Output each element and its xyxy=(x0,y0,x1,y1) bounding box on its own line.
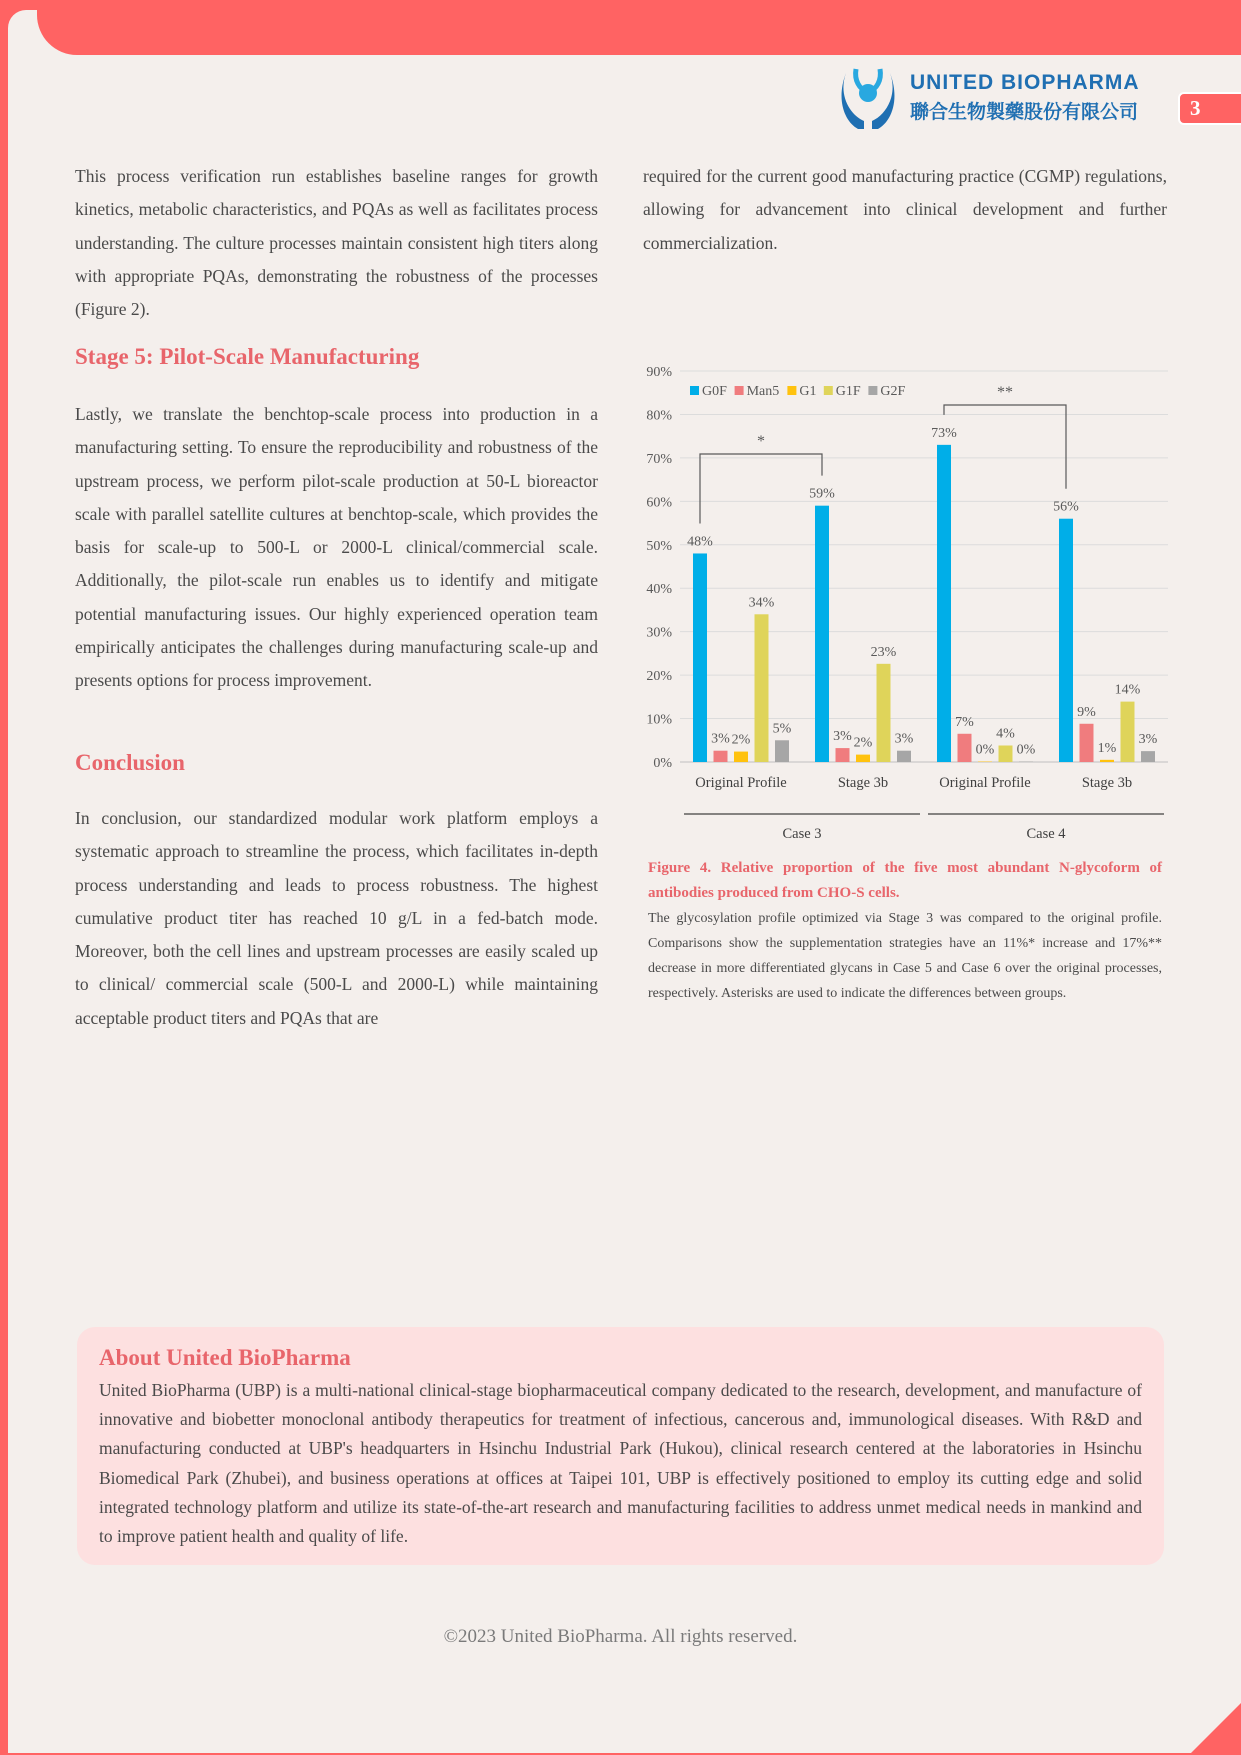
data-label: 4% xyxy=(996,726,1015,742)
legend-label: G0F xyxy=(702,384,727,399)
bar-g0f xyxy=(937,445,951,762)
legend-swatch-man5 xyxy=(735,386,744,395)
legend-swatch-g2f xyxy=(868,386,877,395)
glycoform-bar-chart xyxy=(630,355,1170,845)
intro-paragraph xyxy=(75,160,598,326)
bar-g1f xyxy=(877,664,891,762)
bar-g2f xyxy=(775,740,789,762)
data-label: 14% xyxy=(1114,682,1141,698)
data-label: 73% xyxy=(931,425,957,441)
caption-body: The glycosylation profile optimized via Stage 3 was compared to the original profile. Comparisons show the supplementation strategies have an 11%* increase and 17%** decrease in more differentiated glycans in Case 5 and Case 6 over the original processes, respectively. Asterisks are used to indicate the differences between groups. xyxy=(648,911,1162,1001)
data-label: 3% xyxy=(711,731,730,747)
y-tick-label: 10% xyxy=(646,712,672,728)
y-tick-label: 80% xyxy=(646,408,672,424)
stage5-text: Lastly, we translate the benchtop-scale process into production in a manufacturing setting. To ensure the reproducibility and robustness of the upstream process, we perform pilot-scale production at 50-L bioreactor scale with parallel satellite cultures at benchtop-scale, which provides the basis for scale-up to 500-L or 2000-L clinical/commercial scale. Additionally, the pilot-scale run enables us to identify and mitigate potential manufacturing issues. Our highly experienced operation team empirically anticipates the challenges during manufacturing scale-up and presents options for process improvement. xyxy=(75,404,598,691)
group-label: Case 4 xyxy=(1026,826,1066,842)
bar-g1f xyxy=(755,614,769,762)
conclusion-text: In conclusion, our standardized modular work platform employs a systematic approach to streamline the process, which facilitates in-depth process understanding and leads to process robustness. The highest cumulative product titer has reached 10 g/L in a fed-batch mode. Moreover, both the cell lines and upstream processes are easily scaled up to clinical/ commercial scale (500-L and 2000-L) while maintaining acceptable product titers and PQAs that are xyxy=(75,808,598,1028)
bar-g0f xyxy=(815,506,829,762)
x-tick-label: Original Profile xyxy=(695,775,787,791)
significance-marker: * xyxy=(757,433,765,450)
group-label: Case 3 xyxy=(782,826,822,842)
bar-g1f xyxy=(999,745,1013,762)
data-label: 5% xyxy=(772,721,792,737)
y-tick-label: 90% xyxy=(646,365,672,380)
about-heading: About United BioPharma xyxy=(99,1345,351,1370)
x-tick-label: Original Profile xyxy=(939,775,1031,791)
legend-label: Man5 xyxy=(746,384,780,399)
legend-swatch-g1f xyxy=(824,386,833,395)
logo-name-en: UNITED BIOPHARMA xyxy=(910,71,1140,94)
legend-label: G2F xyxy=(880,384,906,399)
logo-emblem-icon xyxy=(836,65,900,131)
data-label: 48% xyxy=(687,534,713,550)
header-tab xyxy=(37,0,1241,55)
caption-title: Figure 4. Relative proportion of the five most abundant N-glycoform of antibodies produced from CHO-S cells. xyxy=(648,860,1162,901)
y-tick-label: 60% xyxy=(646,495,672,511)
data-label: 0% xyxy=(1016,742,1036,758)
data-label: 59% xyxy=(809,486,835,502)
bar-g0f xyxy=(1059,519,1073,762)
x-tick-label: Stage 3b xyxy=(1081,775,1133,791)
data-label: 2% xyxy=(731,732,751,748)
continued-paragraph xyxy=(643,160,1167,260)
continued-text: required for the current good manufacturing practice (CGMP) regulations, allowing for advancement into clinical development and further commercialization. xyxy=(643,166,1167,253)
intro-text: This process verification run establishes baseline ranges for growth kinetics, metabolic characteristics, and PQAs as well as facilitates process understanding. The culture processes maintain consistent high titers along with appropriate PQAs, demonstrating the robustness of the processes (Figure 2). xyxy=(75,166,598,320)
bar-man5 xyxy=(714,751,728,762)
y-tick-label: 0% xyxy=(653,756,672,771)
copyright-footer: ©2023 United BioPharma. All rights reserved. xyxy=(443,1626,798,1647)
about-text: United BioPharma (UBP) is a multi-national clinical-stage biopharmaceutical company dedicated to the research, development, and manufacture of innovative and biobetter monoclonal antibody therapeutics for treatment of infectious, cancerous and, immunological diseases. With R&D and manufacturing conducted at UBP's headquarters in Hsinchu Industrial Park (Hukou), clinical research centered at the laboratories in Hsinchu Biomedical Park (Zhubei), and business operations at offices at Taipei 101, UBP is effectively positioned to employ its cutting edge and solid integrated technology platform and utilize its state-of-the-art research and manufacturing facilities to address unmet medical needs in mankind and to improve patient health and quality of life. xyxy=(99,1380,1142,1547)
conclusion-paragraph xyxy=(75,802,598,1035)
conclusion-heading: Conclusion xyxy=(75,750,185,775)
bar-g0f xyxy=(693,553,707,762)
stage5-paragraph xyxy=(75,398,598,698)
y-tick-label: 30% xyxy=(646,625,672,641)
data-label: 7% xyxy=(955,714,974,730)
significance-marker: ** xyxy=(997,384,1013,401)
figure-caption xyxy=(648,856,1162,1006)
data-label: 56% xyxy=(1053,499,1079,515)
about-box xyxy=(77,1327,1164,1565)
legend-swatch-g0f xyxy=(690,386,699,395)
bar-g1 xyxy=(1100,760,1114,762)
y-tick-label: 40% xyxy=(646,582,672,598)
data-label: 3% xyxy=(894,731,914,747)
data-label: 1% xyxy=(1097,740,1117,756)
data-label: 3% xyxy=(1138,732,1158,748)
stage5-heading: Stage 5: Pilot-Scale Manufacturing xyxy=(75,344,420,369)
data-label: 2% xyxy=(853,735,873,751)
data-label: 9% xyxy=(1077,704,1096,720)
bar-man5 xyxy=(836,748,850,762)
bar-g1f xyxy=(1121,702,1135,762)
legend-label: G1 xyxy=(799,384,817,399)
page-number: 3 xyxy=(1178,92,1241,125)
bar-g2f xyxy=(1141,751,1155,762)
page-corner xyxy=(1189,1703,1241,1755)
x-tick-label: Stage 3b xyxy=(837,775,889,791)
data-label: 3% xyxy=(833,729,852,745)
data-label: 34% xyxy=(748,595,775,611)
significance-bracket xyxy=(944,405,1066,489)
data-label: 0% xyxy=(975,742,995,758)
bar-man5 xyxy=(958,734,972,762)
y-tick-label: 50% xyxy=(646,538,672,554)
bar-man5 xyxy=(1080,724,1094,762)
company-logo xyxy=(836,65,1148,133)
bar-g2f xyxy=(897,751,911,762)
y-tick-label: 70% xyxy=(646,451,672,467)
significance-bracket xyxy=(700,454,822,523)
data-label: 23% xyxy=(870,644,897,660)
legend-swatch-g1 xyxy=(787,386,796,395)
logo-name-zh: 聯合生物製藥股份有限公司 xyxy=(910,101,1139,123)
bar-g1 xyxy=(856,755,870,762)
y-tick-label: 20% xyxy=(646,669,672,685)
bar-g1 xyxy=(734,752,748,762)
legend-label: G1F xyxy=(835,384,861,399)
